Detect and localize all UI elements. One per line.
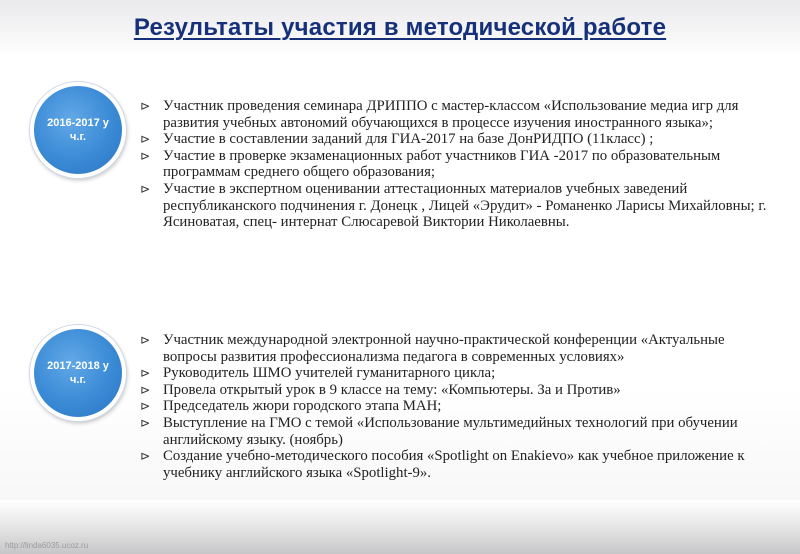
list-item — [140, 148, 780, 181]
bullet-icon: ⊳ — [140, 333, 151, 347]
list-item-text: Создание учебно-методического пособия «Spotlight on Enakievo» как учебное приложение к учебнику английского языка «Spotlight-9». — [163, 448, 745, 481]
list-item-text: Участник проведения семинара ДРИППО с мастер-классом «Использование медиа игр для развития учебных автономий обучающихся в процессе изучения иностранного языка»; — [163, 98, 739, 131]
bullet-icon: ⊳ — [140, 181, 151, 196]
list-item — [140, 98, 780, 131]
list-item — [140, 448, 780, 481]
bullet-icon: ⊳ — [140, 382, 151, 397]
year-badge-label: 2016-2017 уч.г. — [47, 117, 109, 143]
list-item-text: Выступление на ГМО с темой «Использование мультимедийных технологий при обучении английскому языку. (ноябрь) — [163, 414, 738, 448]
list-item-text: Председатель жюри городского этапа МАН; — [163, 398, 442, 415]
bullet-icon: ⊳ — [140, 148, 151, 163]
year-badge-2016-2017 — [30, 82, 126, 178]
list-item-text: Руководитель ШМО учителей гуманитарного цикла; — [163, 365, 496, 382]
achievements-list-2017-2018 — [140, 332, 780, 481]
bullet-icon: ⊳ — [140, 99, 151, 113]
list-item — [140, 332, 780, 365]
bullet-icon: ⊳ — [140, 415, 151, 430]
list-item — [140, 415, 780, 448]
site-watermark: http://linda6035.ucoz.ru — [5, 541, 89, 550]
year-badge-2017-2018 — [30, 325, 126, 421]
list-item-text: Участие в экспертном оценивании аттестационных материалов учебных заведений республиканского подчинения г. Донецк , Лицей «Эрудит» - Романенко Ларисы Михайловны; г. Ясиноватая, спец- интернат Слюсаревой Виктории Николаевны. — [163, 180, 767, 231]
bullet-icon: ⊳ — [140, 449, 151, 464]
list-item — [140, 398, 780, 415]
bullet-icon: ⊳ — [140, 366, 151, 381]
list-item-text: Провела открытый урок в 9 классе на тему: «Компьютеры. За и Против» — [163, 381, 621, 398]
list-item — [140, 131, 780, 148]
list-item — [140, 181, 780, 231]
list-item — [140, 365, 780, 382]
achievements-list-2016-2017 — [140, 98, 780, 231]
year-badge-label: 2017-2018 уч.г. — [47, 360, 109, 386]
list-item — [140, 382, 780, 399]
bullet-icon: ⊳ — [140, 399, 151, 414]
bullet-icon: ⊳ — [140, 132, 151, 147]
footer-band — [0, 500, 800, 554]
list-item-text: Участие в составлении заданий для ГИА-2017 на базе ДонРИДПО (11класс) ; — [163, 131, 654, 148]
list-item-text: Участник международной электронной научно-практической конференции «Актуальные вопросы развития профессионализма педагога в современных условиях» — [163, 332, 725, 365]
list-item-text: Участие в проверке экзаменационных работ участников ГИА -2017 по образовательным программам среднего общего образования; — [163, 147, 721, 181]
slide-title: Результаты участия в методической работе — [133, 14, 667, 41]
